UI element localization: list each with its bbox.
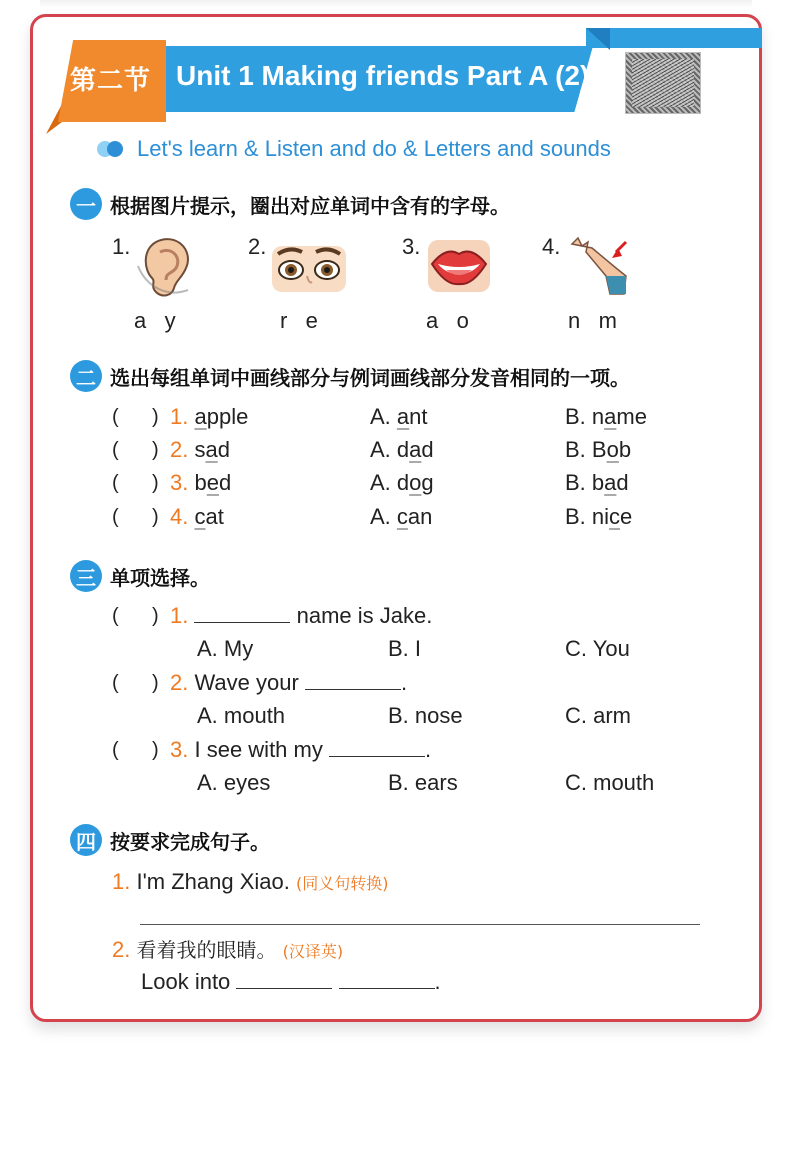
choice-question bbox=[170, 737, 431, 763]
word-part: at bbox=[205, 504, 224, 529]
question-number: 3. bbox=[170, 470, 189, 495]
choice-option[interactable]: C. mouth bbox=[565, 770, 655, 795]
word-part: e bbox=[620, 504, 633, 529]
pic-number: 2. bbox=[248, 234, 267, 259]
question-number: 1. bbox=[170, 603, 189, 628]
option-b bbox=[565, 404, 647, 430]
question-post: . bbox=[424, 737, 432, 762]
option-b bbox=[565, 437, 631, 463]
answer-blank[interactable] bbox=[236, 969, 332, 989]
word-part: B. n bbox=[565, 404, 605, 429]
section-label: 第二节 bbox=[70, 66, 152, 96]
bullet-dots-icon bbox=[97, 141, 125, 157]
question-number: 4. bbox=[170, 504, 189, 529]
word-part: g bbox=[421, 470, 434, 495]
section-title: 单项选择。 bbox=[110, 565, 210, 590]
choice-option[interactable]: B. ears bbox=[388, 770, 458, 795]
underlined-letter: a bbox=[604, 404, 617, 429]
underlined-letter: a bbox=[604, 470, 617, 495]
answer-paren[interactable]: ( ) bbox=[112, 406, 159, 428]
choice-option[interactable]: A. My bbox=[197, 636, 254, 661]
section-title: 根据图片提示，圈出对应单词中含有的字母。 bbox=[110, 193, 510, 218]
sentence-q2-answer bbox=[141, 969, 441, 995]
choice-option[interactable]: C. You bbox=[565, 636, 630, 661]
option-a bbox=[370, 504, 432, 530]
phonics-word bbox=[170, 470, 231, 496]
eyes-icon bbox=[272, 246, 346, 292]
choice-option[interactable]: B. I bbox=[388, 636, 422, 661]
underlined-letter: o bbox=[409, 470, 422, 495]
phonics-word bbox=[170, 404, 248, 430]
ear-icon bbox=[136, 236, 194, 298]
answer-prefix: Look into bbox=[141, 969, 231, 994]
word-part: B. b bbox=[565, 470, 605, 495]
word-part: b bbox=[194, 470, 207, 495]
word-part: B. B bbox=[565, 437, 607, 462]
question-hint: (同义句转换) bbox=[296, 874, 389, 893]
word-part: A. d bbox=[370, 437, 410, 462]
phonics-word bbox=[170, 504, 224, 530]
letter-options: n m bbox=[568, 308, 617, 333]
mouth-icon bbox=[428, 240, 490, 292]
letter-options: r e bbox=[280, 308, 318, 333]
underlined-letter: e bbox=[206, 470, 219, 495]
option-b bbox=[565, 504, 632, 530]
word-part: A. d bbox=[370, 470, 410, 495]
sentence-q1 bbox=[112, 869, 389, 895]
word-part: pple bbox=[206, 404, 249, 429]
lesson-subtitle-text: Let's learn & Listen and do & Letters and sounds bbox=[137, 136, 611, 161]
underlined-letter: c bbox=[194, 504, 206, 529]
answer-blank[interactable] bbox=[329, 737, 425, 757]
underlined-letter: o bbox=[606, 437, 619, 462]
answer-paren[interactable]: ( ) bbox=[112, 605, 159, 627]
answer-paren[interactable]: ( ) bbox=[112, 439, 159, 461]
pic-number: 1. bbox=[112, 234, 131, 259]
underlined-letter: c bbox=[609, 504, 621, 529]
answer-paren[interactable]: ( ) bbox=[112, 672, 159, 694]
section-title: 按要求完成句子。 bbox=[110, 829, 270, 854]
section-number: 一 bbox=[70, 188, 102, 220]
word-part: d bbox=[217, 437, 230, 462]
phonics-word bbox=[170, 437, 230, 463]
arm-icon bbox=[566, 236, 632, 296]
question-number: 2. bbox=[112, 937, 131, 962]
question-number: 3. bbox=[170, 737, 189, 762]
qr-code[interactable] bbox=[625, 52, 701, 114]
question-number: 1. bbox=[112, 869, 131, 894]
unit-title: Unit 1 Making friends Part A (2) bbox=[176, 60, 590, 91]
answer-blank[interactable] bbox=[194, 603, 290, 623]
word-part: A. bbox=[370, 404, 397, 429]
question-hint: (汉译英) bbox=[282, 942, 344, 961]
word-part: B. ni bbox=[565, 504, 610, 529]
section-number: 二 bbox=[70, 360, 102, 392]
answer-blank[interactable] bbox=[305, 670, 401, 690]
sentence-q2 bbox=[112, 934, 343, 963]
option-a bbox=[370, 404, 428, 430]
answer-line[interactable] bbox=[140, 924, 700, 925]
section-3-header bbox=[70, 560, 210, 592]
word-part: an bbox=[407, 504, 433, 529]
banner-stripe bbox=[586, 28, 762, 48]
pic-number: 3. bbox=[402, 234, 421, 259]
choice-option[interactable]: C. arm bbox=[565, 703, 631, 728]
word-part: s bbox=[194, 437, 206, 462]
question-number: 1. bbox=[170, 404, 189, 429]
option-a bbox=[370, 470, 434, 496]
underlined-letter: a bbox=[396, 404, 410, 429]
choice-question bbox=[170, 603, 432, 629]
question-number: 2. bbox=[170, 670, 189, 695]
pic-number: 4. bbox=[542, 234, 561, 259]
word-part: d bbox=[421, 437, 434, 462]
choice-option[interactable]: A. eyes bbox=[197, 770, 271, 795]
question-post: name is Jake. bbox=[290, 603, 433, 628]
question-text: 看着我的眼睛。 bbox=[136, 938, 277, 962]
underlined-letter: a bbox=[409, 437, 422, 462]
question-number: 2. bbox=[170, 437, 189, 462]
section-number: 四 bbox=[70, 824, 102, 856]
word-part: d bbox=[616, 470, 629, 495]
underlined-letter: a bbox=[194, 404, 207, 429]
word-part: me bbox=[616, 404, 647, 429]
answer-paren[interactable]: ( ) bbox=[112, 739, 159, 761]
choice-question bbox=[170, 670, 407, 696]
section-1-header bbox=[70, 188, 510, 220]
word-part: d bbox=[218, 470, 232, 495]
word-part: A. bbox=[370, 504, 397, 529]
word-part: nt bbox=[409, 404, 428, 429]
section-4-header bbox=[70, 824, 270, 856]
option-b bbox=[565, 470, 629, 496]
top-shadow bbox=[40, 0, 752, 8]
section-title: 选出每组单词中画线部分与例词画线部分发音相同的一项。 bbox=[110, 365, 630, 390]
question-text: I'm Zhang Xiao. bbox=[136, 869, 290, 894]
choice-option[interactable]: B. nose bbox=[388, 703, 463, 728]
word-part: b bbox=[618, 437, 632, 462]
letter-options: a o bbox=[426, 308, 469, 333]
option-a bbox=[370, 437, 434, 463]
letter-options: a y bbox=[134, 308, 176, 333]
question-post: . bbox=[400, 670, 408, 695]
question-pre: I see with my bbox=[194, 737, 329, 762]
underlined-letter: a bbox=[205, 437, 218, 462]
underlined-letter: c bbox=[396, 504, 408, 529]
lesson-subtitle bbox=[97, 136, 611, 162]
answer-paren[interactable]: ( ) bbox=[112, 472, 159, 494]
answer-blank[interactable] bbox=[339, 969, 435, 989]
question-pre: Wave your bbox=[194, 670, 305, 695]
answer-suffix: . bbox=[434, 969, 441, 994]
section-2-header bbox=[70, 360, 630, 392]
choice-option[interactable]: A. mouth bbox=[197, 703, 286, 728]
answer-paren[interactable]: ( ) bbox=[112, 506, 159, 528]
section-number: 三 bbox=[70, 560, 102, 592]
